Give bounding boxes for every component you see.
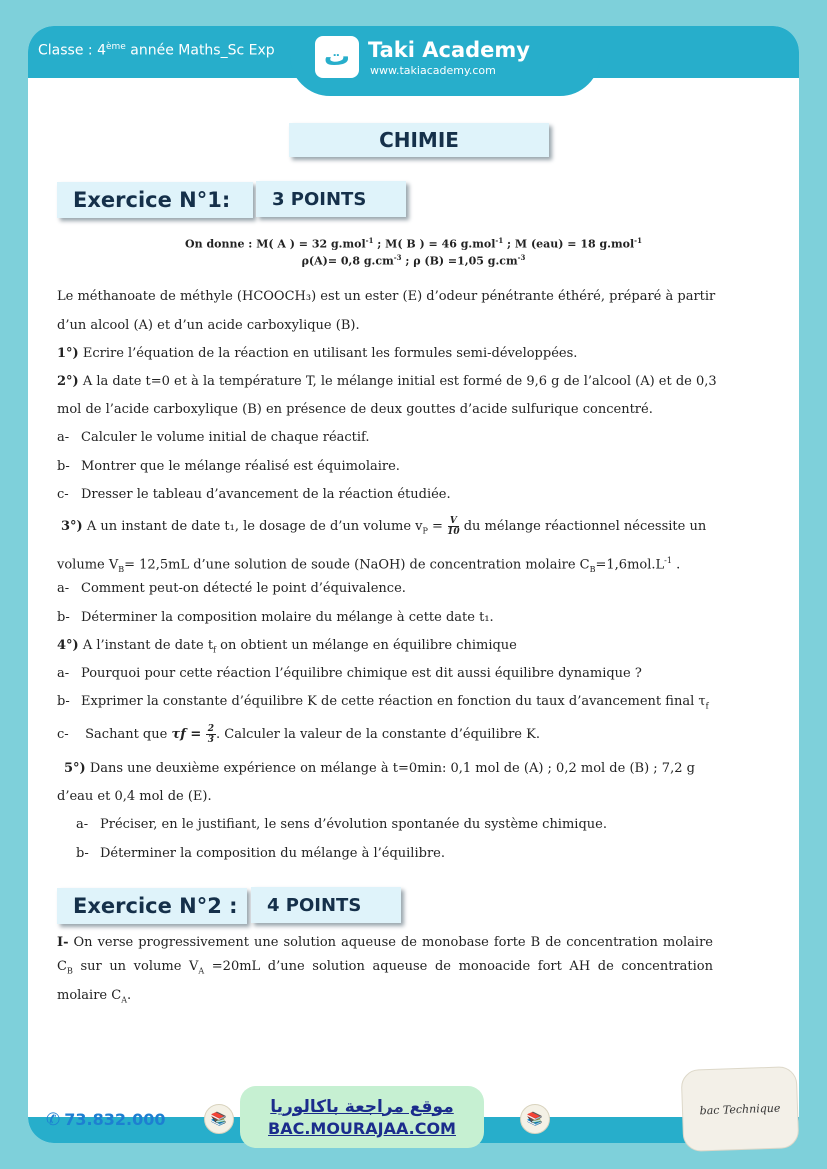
book-icon: 📚 — [526, 1111, 544, 1127]
given-data-line1: On donne : M( A ) = 32 g.mol$^{-1}$ ; M( B ) = 46 g.mol$^{-1}$ ; M (eau) = 18 g.mol$^{-1}$ — [185, 236, 642, 251]
ex1-intro-line1: Le méthanoate de méthyle (HCOOCH₃) est un ester (E) d’odeur pénétrante éthéré, préparé à partir — [57, 289, 716, 304]
ex1-q2-line2: mol de l’acide carboxylique (B) en présence de deux gouttes d’acide sulfurique concentré. — [57, 402, 653, 417]
ex1-q5a: a- Préciser, en le justifiant, le sens d’évolution spontanée du système chimique. — [76, 817, 607, 832]
mourajaa-url[interactable]: BAC.MOURAJAA.COM — [268, 1118, 456, 1138]
exercise2-title: Exercice N°2 : — [57, 888, 247, 924]
book-badge-left — [204, 1104, 234, 1134]
book-badge-right — [520, 1104, 550, 1134]
ex1-intro-line2: d’un alcool (A) et d’un acide carboxylique (B). — [57, 318, 360, 333]
ex1-q5-line2: d’eau et 0,4 mol de (E). — [57, 789, 212, 804]
ex1-q3-line2: volume $V_B= 12,5mL$ d’une solution de soude (NaOH) de concentration molaire $C_B=1,6mol.L^{-1}$ . — [57, 556, 681, 574]
ex1-q2a: a- Calculer le volume initial de chaque réactif. — [57, 430, 370, 445]
ex1-q3a: a- Comment peut-on détecté le point d’équivalence. — [57, 581, 406, 596]
logo-glyph: ت — [323, 42, 351, 72]
exercise1-points: 3 POINTS — [256, 181, 406, 217]
ex1-q2-line1: 2°) A la date t=0 et à la température T, le mélange initial est formé de 9,6 g de l’alcool (A) et de 0,3 — [57, 374, 717, 389]
fraction-v-over-10: $\frac{V}{10}$ — [447, 516, 460, 537]
brand-name: Taki Academy — [368, 38, 530, 62]
bac-technique-badge: bac Technique — [681, 1066, 800, 1152]
class-label: Classe : 4ème année Maths_Sc Exp — [38, 42, 275, 59]
fraction-2-over-3: $\frac{2}{3}$ — [207, 724, 215, 745]
ex1-q4: 4°) A l’instant de date $t_f$ on obtient un mélange en équilibre chimique — [57, 638, 517, 655]
ex1-q4c: c- Sachant que τf = $\frac{2}{3}$ . Calculer la valeur de la constante d’équilibre K. — [57, 724, 540, 745]
taki-logo-icon — [315, 36, 359, 78]
mourajaa-arabic: موقع مراجعة باكالوريا — [270, 1096, 454, 1117]
mourajaa-banner[interactable] — [240, 1086, 484, 1148]
given-data-line2: ρ(A)= 0,8 $g.cm^{-3}$ ; ρ (B) =1,05 $g.cm^{-3}$ — [301, 253, 526, 268]
ex1-q3b: b- Déterminer la composition molaire du mélange à cette date t₁. — [57, 610, 494, 625]
phone-icon: ✆ — [46, 1110, 61, 1130]
brand-url[interactable]: www.takiacademy.com — [370, 64, 496, 77]
phone-number[interactable]: ✆ 73.832.000 — [46, 1110, 166, 1130]
ex1-q5-line1: 5°) Dans une deuxième expérience on mélange à t=0min: 0,1 mol de (A) ; 0,2 mol de (B) ; 7,2 g — [64, 761, 695, 776]
exercise1-title: Exercice N°1: — [57, 182, 253, 218]
ex1-q2b: b- Montrer que le mélange réalisé est équimolaire. — [57, 459, 400, 474]
ex1-q3-line1: 3°) A un instant de date t₁, le dosage de d’un volume $v_P$ = $\frac{V}{10}$ du mélange réactionnel nécessite un — [61, 516, 707, 537]
ex1-q4a: a- Pourquoi pour cette réaction l’équilibre chimique est dit aussi équilibre dynamique ? — [57, 666, 642, 681]
exercise2-points: 4 POINTS — [251, 887, 401, 923]
ex1-q4b: b- Exprimer la constante d’équilibre K de cette réaction en fonction du taux d’avancement final $\tau_f$ — [57, 694, 709, 711]
ex1-q2c: c- Dresser le tableau d’avancement de la réaction étudiée. — [57, 487, 451, 502]
book-icon: 📚 — [210, 1111, 228, 1127]
ex1-q1: 1°) Ecrire l’équation de la réaction en utilisant les formules semi-développées. — [57, 346, 578, 361]
ex2-intro: I- On verse progressivement une solution aqueuse de monobase forte B de concentration molaire $C_B$ sur un volume $V_A =20mL$ d’une solution aqueuse de monoacide fort AH de concentration molaire $C_A$. — [57, 935, 713, 1005]
section-title: CHIMIE — [289, 123, 549, 157]
ex1-q5b: b- Déterminer la composition du mélange à l’équilibre. — [76, 846, 445, 861]
